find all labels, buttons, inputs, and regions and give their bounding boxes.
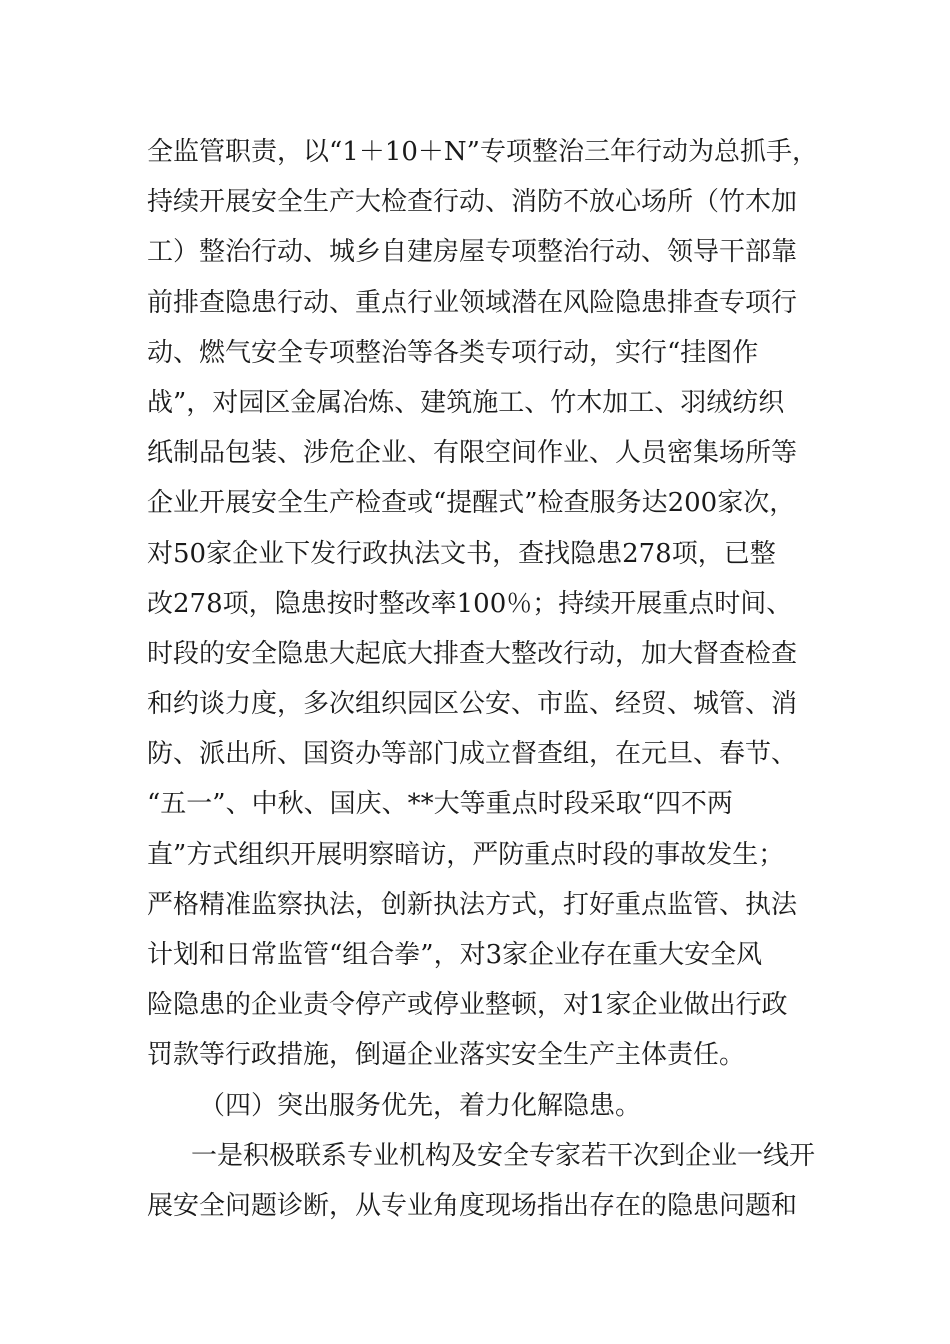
text-line-9: 对50家企业下发行政执法文书，查找隐患278项，已整: [147, 538, 776, 569]
text-line-2: 持续开展安全生产大检查行动、消防不放心场所（竹木加: [147, 187, 798, 218]
text-line-14: “五一”、中秋、国庆、**大等重点时段采取“四不两: [147, 789, 733, 820]
text-line-11: 时段的安全隐患大起底大排查大整改行动，加大督查检查: [147, 638, 798, 669]
text-line-10: 改278项，隐患按时整改率100％；持续开展重点时间、: [147, 588, 793, 619]
text-line-1: 全监管职责，以“1＋10＋N”专项整治三年行动为总抓手，: [147, 137, 818, 167]
text-line-3: 工）整治行动、城乡自建房屋专项整治行动、领导干部靠: [147, 237, 798, 268]
document-body: [147, 127, 827, 1231]
text-line-15: 直”方式组织开展明察暗访，严防重点时段的事故发生；: [147, 839, 785, 870]
text-line-19: 罚款等行政措施，倒逼企业落实安全生产主体责任。: [147, 1040, 746, 1071]
section-heading: （四）突出服务优先，着力化解隐患。: [199, 1090, 642, 1121]
text-line-16: 严格精准监察执法，创新执法方式，打好重点监管、执法: [147, 889, 798, 920]
text-line-13: 防、派出所、国资办等部门成立督查组，在元旦、春节、: [147, 739, 798, 770]
text-line-8: 企业开展安全生产检查或“提醒式”检查服务达200家次，: [147, 488, 796, 519]
text-line-22: 展安全问题诊断，从专业角度现场指出存在的隐患问题和: [147, 1190, 798, 1221]
text-line-6: 战”，对园区金属冶炼、建筑施工、竹木加工、羽绒纺织: [147, 387, 785, 418]
text-line-12: 和约谈力度，多次组织园区公安、市监、经贸、城管、消: [147, 689, 798, 720]
text-line-7: 纸制品包装、涉危企业、有限空间作业、人员密集场所等: [147, 438, 798, 469]
text-line-5: 动、燃气安全专项整治等各类专项行动，实行“挂图作: [147, 337, 759, 368]
text-line-4: 前排查隐患行动、重点行业领域潜在风险隐患排查专项行: [147, 287, 798, 318]
text-line-21: 一是积极联系专业机构及安全专家若干次到企业一线开: [191, 1140, 816, 1171]
text-line-18: 险隐患的企业责令停产或停业整顿，对1家企业做出行政: [147, 990, 788, 1021]
text-line-17: 计划和日常监管“组合拳”，对3家企业存在重大安全风: [147, 940, 763, 970]
